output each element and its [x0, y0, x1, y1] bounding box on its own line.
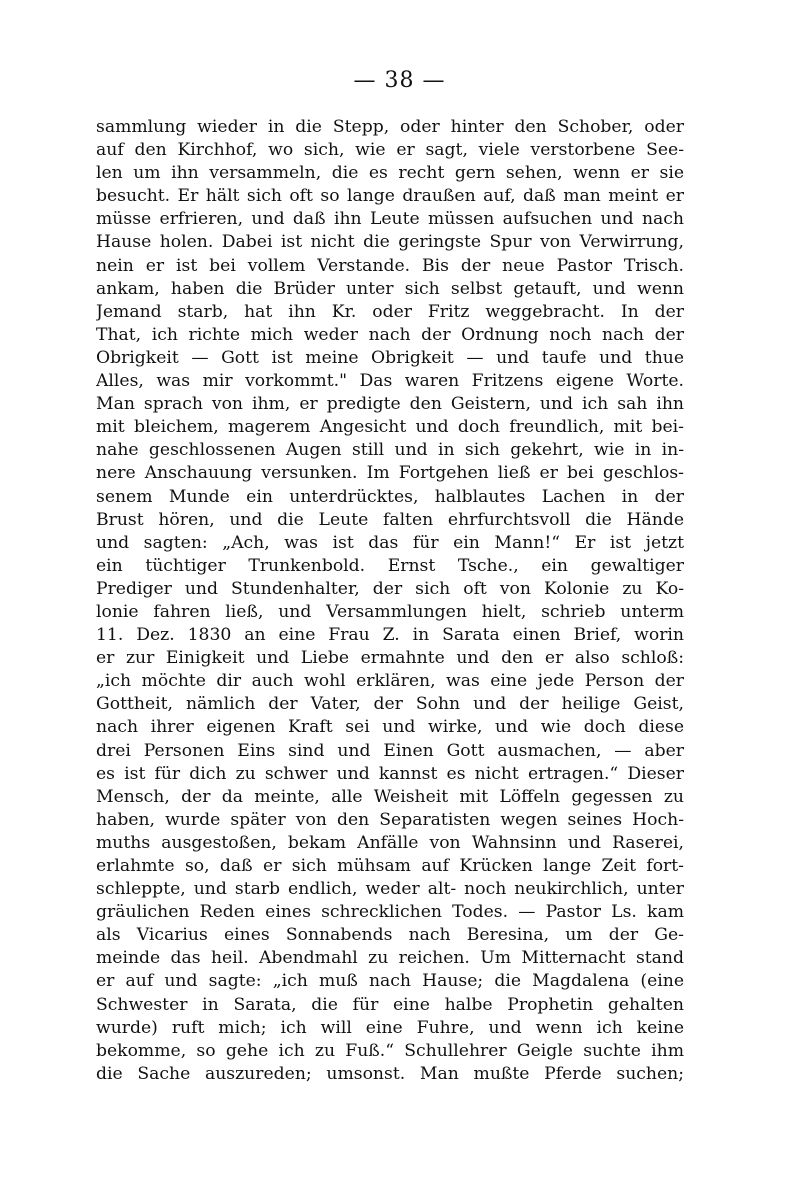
- text-line: Jemand starb, hat ihn Kr. oder Fritz weggebracht. In der: [96, 301, 684, 322]
- text-line: gräulichen Reden eines schrecklichen Todes. — Pastor Ls. kam: [96, 902, 684, 923]
- text-line: haben, wurde später von den Separatisten wegen seines Hoch-: [96, 809, 684, 830]
- text-line: Gottheit, nämlich der Vater, der Sohn und der heilige Geist,: [96, 694, 684, 715]
- text-line: sammlung wieder in die Stepp, oder hinter den Schober, oder: [96, 117, 684, 137]
- text-line: nach ihrer eigenen Kraft sei und wirke, und wie doch diese: [96, 717, 684, 738]
- text-line: die Sache auszureden; umsonst. Man mußte Pferde suchen;: [96, 1063, 684, 1084]
- text-line: besucht. Er hält sich oft so lange draußen auf, daß man meint er: [96, 186, 684, 207]
- page-number: — 38 —: [353, 68, 446, 93]
- text-line: That, ich richte mich weder nach der Ordnung noch nach der: [96, 324, 684, 345]
- body-text: [96, 116, 684, 1086]
- text-line: Schwester in Sarata, die für eine halbe Prophetin gehalten: [96, 994, 684, 1015]
- text-line: meinde das heil. Abendmahl zu reichen. Um Mitternacht stand: [96, 948, 684, 969]
- text-line: nahe geschlossenen Augen still und in sich gekehrt, wie in in-: [96, 440, 684, 461]
- text-line: lonie fahren ließ, und Versammlungen hielt, schrieb unterm: [96, 601, 684, 622]
- text-line: Man sprach von ihm, er predigte den Geistern, und ich sah ihn: [96, 394, 684, 415]
- text-line: auf den Kirchhof, wo sich, wie er sagt, viele verstorbene See-: [96, 140, 684, 161]
- text-line: Hause holen. Dabei ist nicht die geringste Spur von Verwirrung,: [96, 232, 684, 253]
- text-line: len um ihn versammeln, die es recht gern sehen, wenn er sie: [96, 163, 684, 184]
- text-line: Brust hören, und die Leute falten ehrfurchtsvoll die Hände: [96, 509, 684, 530]
- text-line: und sagten: „Ach, was ist das für ein Mann!“ Er ist jetzt: [96, 532, 684, 553]
- text-line: müsse erfrieren, und daß ihn Leute müssen aufsuchen und nach: [96, 209, 684, 230]
- text-line: es ist für dich zu schwer und kannst es nicht ertragen.“ Dieser: [96, 763, 684, 784]
- text-line: wurde) ruft mich; ich will eine Fuhre, und wenn ich keine: [96, 1017, 684, 1038]
- text-line: ein tüchtiger Trunkenbold. Ernst Tsche., ein gewaltiger: [96, 555, 684, 576]
- text-line: senem Munde ein unterdrücktes, halblautes Lachen in der: [96, 486, 684, 507]
- text-line: schleppte, und starb endlich, weder alt- noch neukirchlich, unter: [96, 879, 684, 900]
- text-line: er zur Einigkeit und Liebe ermahnte und den er also schloß:: [96, 648, 684, 669]
- text-line: als Vicarius eines Sonnabends nach Beresina, um der Ge-: [96, 925, 684, 946]
- text-line: „ich möchte dir auch wohl erklären, was eine jede Person der: [96, 671, 684, 692]
- text-line: mit bleichem, magerem Angesicht und doch freundlich, mit bei-: [96, 417, 684, 438]
- text-line: muths ausgestoßen, bekam Anfälle von Wahnsinn und Raserei,: [96, 832, 684, 853]
- text-line: Prediger und Stundenhalter, der sich oft von Kolonie zu Ko-: [96, 578, 684, 599]
- text-line: nere Anschauung versunken. Im Fortgehen ließ er bei geschlos-: [96, 463, 684, 484]
- text-line: erlahmte so, daß er sich mühsam auf Krücken lange Zeit fort-: [96, 856, 684, 876]
- text-line: drei Personen Eins sind und Einen Gott ausmachen, — aber: [96, 740, 684, 761]
- text-line: Alles, was mir vorkommt." Das waren Fritzens eigene Worte.: [96, 371, 684, 392]
- text-line: bekomme, so gehe ich zu Fuß.“ Schullehrer Geigle suchte ihm: [96, 1040, 684, 1061]
- text-line: nein er ist bei vollem Verstande. Bis der neue Pastor Trisch.: [96, 255, 684, 276]
- text-line: Mensch, der da meinte, alle Weisheit mit Löffeln gegessen zu: [96, 786, 684, 807]
- text-line: 11. Dez. 1830 an eine Frau Z. in Sarata einen Brief, worin: [96, 625, 684, 646]
- text-line: ankam, haben die Brüder unter sich selbst getauft, und wenn: [96, 278, 684, 299]
- text-line: er auf und sagte: „ich muß nach Hause; die Magdalena (eine: [96, 971, 684, 992]
- text-line: Obrigkeit — Gott ist meine Obrigkeit — und taufe und thue: [96, 347, 684, 368]
